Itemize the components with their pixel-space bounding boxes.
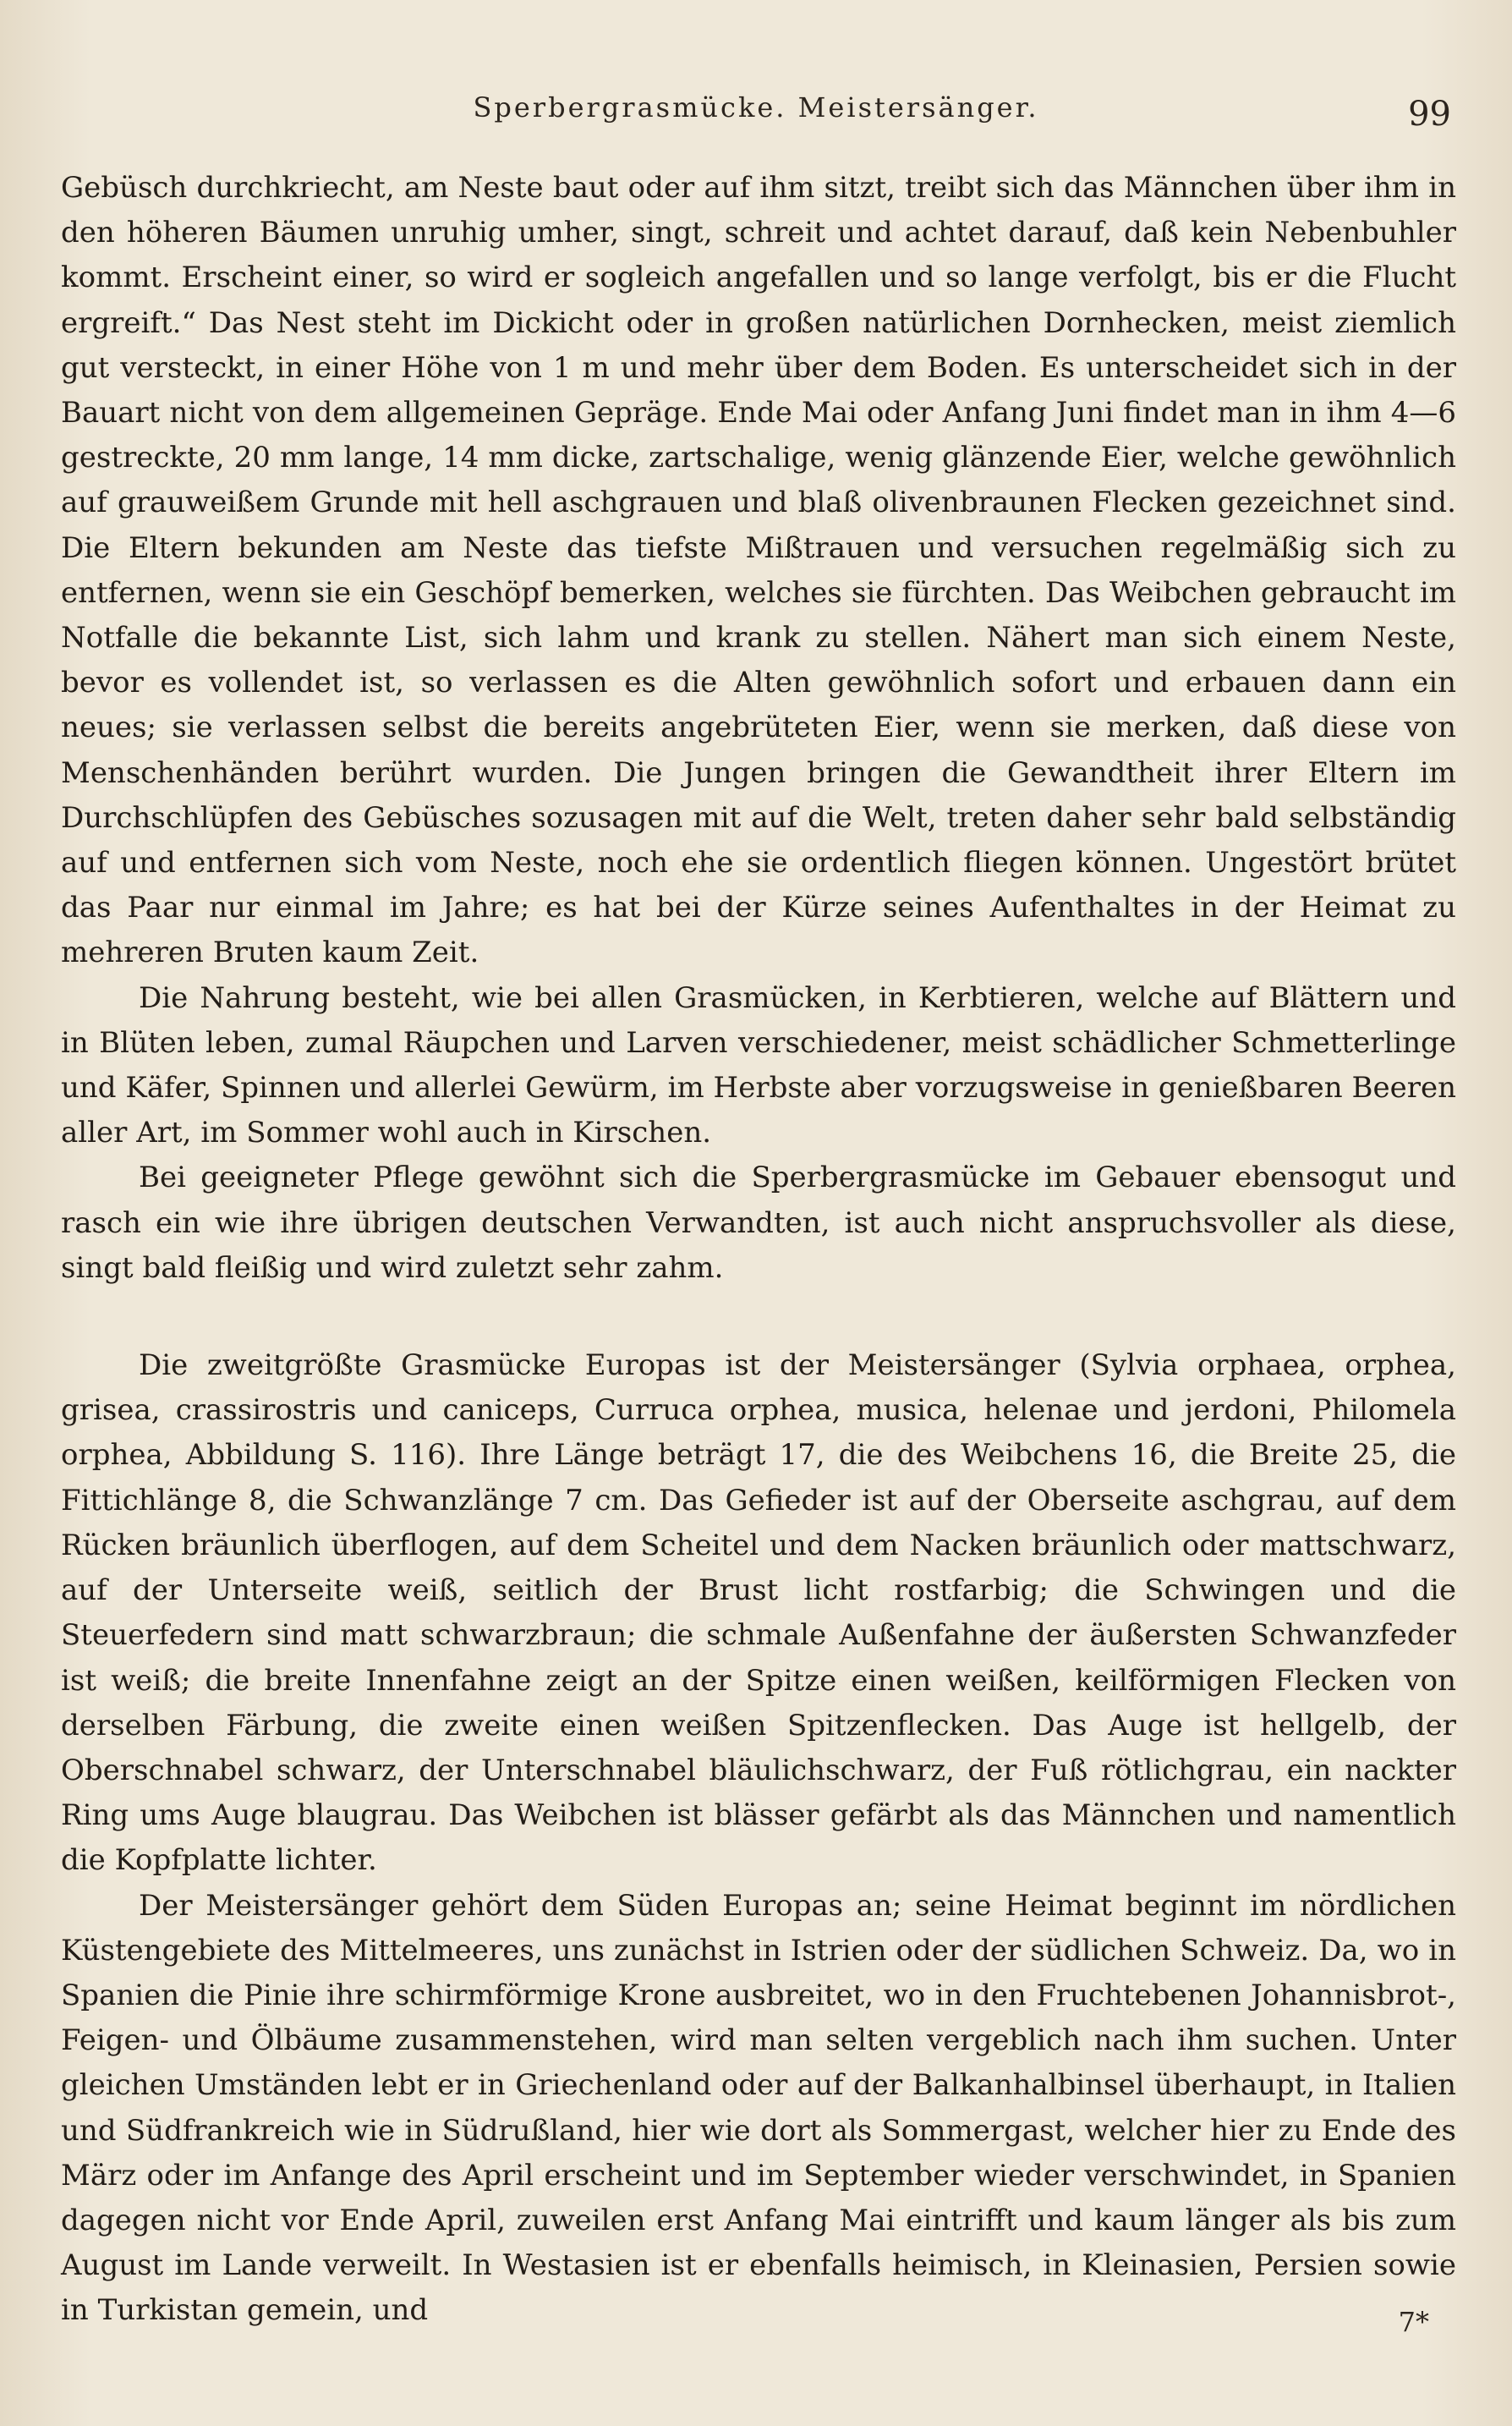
section-gap <box>61 1291 1456 1343</box>
paragraph-meistersaenger-range: Der Meistersänger gehört dem Süden Europas an; seine Heimat beginnt im nördlichen Küstengebiete des Mittelmeeres, uns zunächst in Istrien oder der südlichen Schweiz. Da, wo in Spanien die Pinie ihre schirmförmige Krone ausbreitet, wo in den Fruchtebenen Johannisbrot-, Feigen- und Ölbäume zusammenstehen, wird man selten vergeblich nach ihm suchen. Unter gleichen Umständen lebt er in Griechenland oder auf der Balkanhalbinsel überhaupt, in Italien und Südfrankreich wie in Südrußland, hier wie dort als Sommergast, welcher hier zu Ende des März oder im Anfange des April erscheint und im September wieder verschwindet, in Spanien dagegen nicht vor Ende April, zuweilen erst Anfang Mai eintrifft und kaum länger als bis zum August im Lande verweilt. In Westasien ist er ebenfalls heimisch, in Kleinasien, Persien sowie in Turkistan gemein, und <box>61 1888 1456 2328</box>
page-number: 99 <box>1408 95 1451 134</box>
paragraph-food: Die Nahrung besteht, wie bei allen Grasmücken, in Kerbtieren, welche auf Blättern und in Blüten leben, zumal Räupchen und Larven verschiedener, meist schädlicher Schmetterlinge und Käfer, Spinnen und allerlei Gewürm, im Herbste aber vorzugsweise in genießbaren Beeren aller Art, im Sommer wohl auch in Kirschen. <box>61 980 1456 1150</box>
paragraph-nest-behaviour: Gebüsch durchkriecht, am Neste baut oder auf ihm sitzt, treibt sich das Männchen über ihm in den höheren Bäumen unruhig umher, singt, schreit und achtet darauf, daß kein Nebenbuhler kommt. Erscheint einer, so wird er sogleich angefallen und so lange verfolgt, bis er die Flucht ergreift.“ Das Nest steht im Dickicht oder in großen natürlichen Dornhecken, meist ziemlich gut versteckt, in einer Höhe von 1 m und mehr über dem Boden. Es unterscheidet sich in der Bauart nicht von dem allgemeinen Gepräge. Ende Mai oder Anfang Juni findet man in ihm 4—6 gestreckte, 20 mm lange, 14 mm dicke, zartschalige, wenig glänzende Eier, welche gewöhnlich auf grauweißem Grunde mit hell aschgrauen und blaß olivenbraunen Flecken gezeichnet sind. Die Eltern bekunden am Neste das tiefste Mißtrauen und versuchen regelmäßig sich zu entfernen, wenn sie ein Geschöpf bemerken, welches sie fürchten. Das Weibchen gebraucht im Notfalle die bekannte List, sich lahm und krank zu stellen. Nähert man sich einem Neste, bevor es vollendet ist, so verlassen es die Alten gewöhnlich sofort und erbauen dann ein neues; sie verlassen selbst die bereits angebrüteten Eier, wenn sie merken, daß diese von Menschenhänden berührt wurden. Die Jungen bringen die Gewandtheit ihrer Eltern im Durchschlüpfen des Gebüsches sozusagen mit auf die Welt, treten daher sehr bald selbständig auf und entfernen sich vom Neste, noch ehe sie ordentlich fliegen können. Ungestört brütet das Paar nur einmal im Jahre; es hat bei der Kürze seines Aufenthaltes in der Heimat zu mehreren Bruten kaum Zeit. <box>61 171 1456 970</box>
paragraph-captivity: Bei geeigneter Pflege gewöhnt sich die Sperbergrasmücke im Gebauer ebensogut und rasch ein wie ihre übrigen deutschen Verwandten, ist auch nicht anspruchsvoller als diese, singt bald fleißig und wird zuletzt sehr zahm. <box>61 1161 1456 1285</box>
running-title: Sperbergrasmücke. Meistersänger. <box>473 91 1039 123</box>
body-text <box>61 166 1456 2334</box>
paragraph-meistersaenger-description: Die zweitgrößte Grasmücke Europas ist der Meistersänger (Sylvia orphaea, orphea, grisea, crassirostris und caniceps, Curruca orphea, musica, helenae und jerdoni, Philomela orphea, Abbildung S. 116). Ihre Länge beträgt 17, die des Weibchens 16, die Breite 25, die Fittichlänge 8, die Schwanzlänge 7 cm. Das Gefieder ist auf der Oberseite aschgrau, auf dem Rücken bräunlich überflogen, auf dem Scheitel und dem Nacken bräunlich oder mattschwarz, auf der Unterseite weiß, seitlich der Brust licht rostfarbig; die Schwingen und die Steuerfedern sind matt schwarzbraun; die schmale Außenfahne der äußersten Schwanzfeder ist weiß; die breite Innenfahne zeigt an der Spitze einen weißen, keilförmigen Flecken von derselben Färbung, die zweite einen weißen Spitzenflecken. Das Auge ist hellgelb, der Oberschnabel schwarz, der Unterschnabel bläulichschwarz, der Fuß rötlichgrau, ein nackter Ring ums Auge blaugrau. Das Weibchen ist blässer gefärbt als das Männchen und namentlich die Kopfplatte lichter. <box>61 1348 1456 1878</box>
signature-mark: 7* <box>1398 2306 1429 2338</box>
